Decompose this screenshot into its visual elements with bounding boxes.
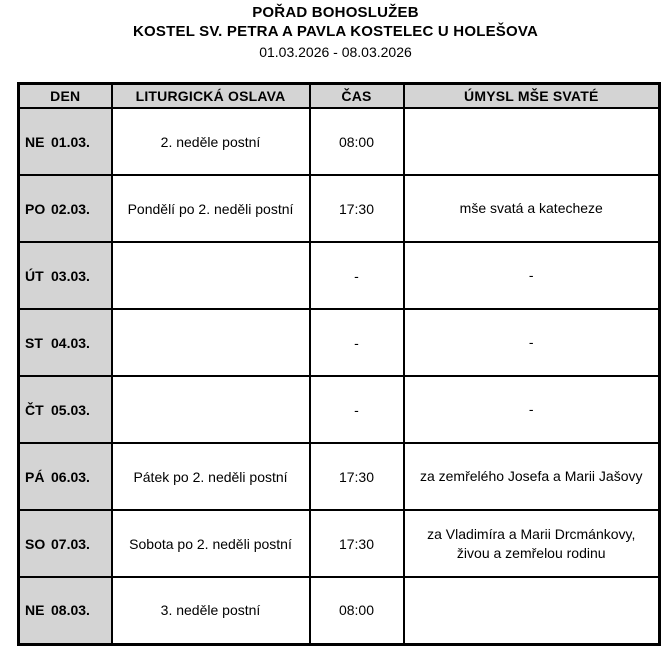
mass-intention-cell <box>404 577 660 644</box>
day-date: 08.03. <box>51 602 90 619</box>
document-header <box>0 0 671 61</box>
table-row <box>19 175 660 242</box>
day-date: 04.03. <box>51 334 90 351</box>
table-row <box>19 309 660 376</box>
day-cell <box>19 443 112 510</box>
mass-intention-cell: mše svatá a katecheze <box>404 175 660 242</box>
mass-intention-cell <box>404 108 660 175</box>
time-cell: - <box>310 242 404 309</box>
day-date: 06.03. <box>51 468 90 485</box>
service-schedule-table <box>17 82 661 646</box>
day-abbreviation: PO <box>25 200 46 217</box>
column-header-liturgicka-oslava: LITURGICKÁ OSLAVA <box>112 84 310 109</box>
day-abbreviation: NE <box>25 602 45 619</box>
day-date: 03.03. <box>51 267 90 284</box>
day-date: 07.03. <box>51 535 90 552</box>
mass-intention-cell: - <box>404 309 660 376</box>
day-cell <box>19 309 112 376</box>
liturgical-celebration-cell: 3. neděle postní <box>112 577 310 644</box>
page-title: POŘAD BOHOSLUŽEB <box>252 4 419 21</box>
time-cell: 17:30 <box>310 443 404 510</box>
liturgical-celebration-cell: Sobota po 2. neděli postní <box>112 510 310 577</box>
mass-intention-cell: - <box>404 242 660 309</box>
column-header-cas: ČAS <box>310 84 404 109</box>
mass-intention-cell: za Vladimíra a Marii Drcmánkovy, živou a zemřelou rodinu <box>404 510 660 577</box>
liturgical-celebration-cell <box>112 376 310 443</box>
day-cell <box>19 108 112 175</box>
mass-intention-cell: - <box>404 376 660 443</box>
day-cell <box>19 577 112 644</box>
day-abbreviation: ÚT <box>25 267 44 284</box>
table-row <box>19 443 660 510</box>
liturgical-celebration-cell: Pátek po 2. neděli postní <box>112 443 310 510</box>
day-cell <box>19 510 112 577</box>
day-cell <box>19 376 112 443</box>
day-cell <box>19 175 112 242</box>
time-cell: 08:00 <box>310 577 404 644</box>
liturgical-celebration-cell <box>112 309 310 376</box>
day-cell <box>19 242 112 309</box>
table-row <box>19 242 660 309</box>
time-cell: 08:00 <box>310 108 404 175</box>
day-abbreviation: ST <box>25 334 43 351</box>
day-abbreviation: SO <box>25 535 46 552</box>
mass-intention-cell: za zemřelého Josefa a Marii Jašovy <box>404 443 660 510</box>
table-header-row <box>19 84 660 109</box>
day-abbreviation: PÁ <box>25 468 45 485</box>
liturgical-celebration-cell: Pondělí po 2. neděli postní <box>112 175 310 242</box>
date-range: 01.03.2026 - 08.03.2026 <box>259 44 412 60</box>
table-row <box>19 108 660 175</box>
table-header <box>19 84 660 109</box>
liturgical-celebration-cell: 2. neděle postní <box>112 108 310 175</box>
page-subtitle: KOSTEL SV. PETRA A PAVLA KOSTELEC U HOLEŠOVA <box>133 23 538 40</box>
table-body <box>19 108 660 644</box>
table-row <box>19 510 660 577</box>
table-row <box>19 577 660 644</box>
column-header-umysl-mse-svate: ÚMYSL MŠE SVATÉ <box>404 84 660 109</box>
day-abbreviation: NE <box>25 133 45 150</box>
time-cell: - <box>310 309 404 376</box>
table-row <box>19 376 660 443</box>
liturgical-celebration-cell <box>112 242 310 309</box>
day-date: 02.03. <box>51 200 90 217</box>
time-cell: 17:30 <box>310 510 404 577</box>
day-date: 05.03. <box>51 401 90 418</box>
day-date: 01.03. <box>51 133 90 150</box>
time-cell: - <box>310 376 404 443</box>
time-cell: 17:30 <box>310 175 404 242</box>
column-header-den: DEN <box>19 84 112 109</box>
day-abbreviation: ČT <box>25 401 44 418</box>
